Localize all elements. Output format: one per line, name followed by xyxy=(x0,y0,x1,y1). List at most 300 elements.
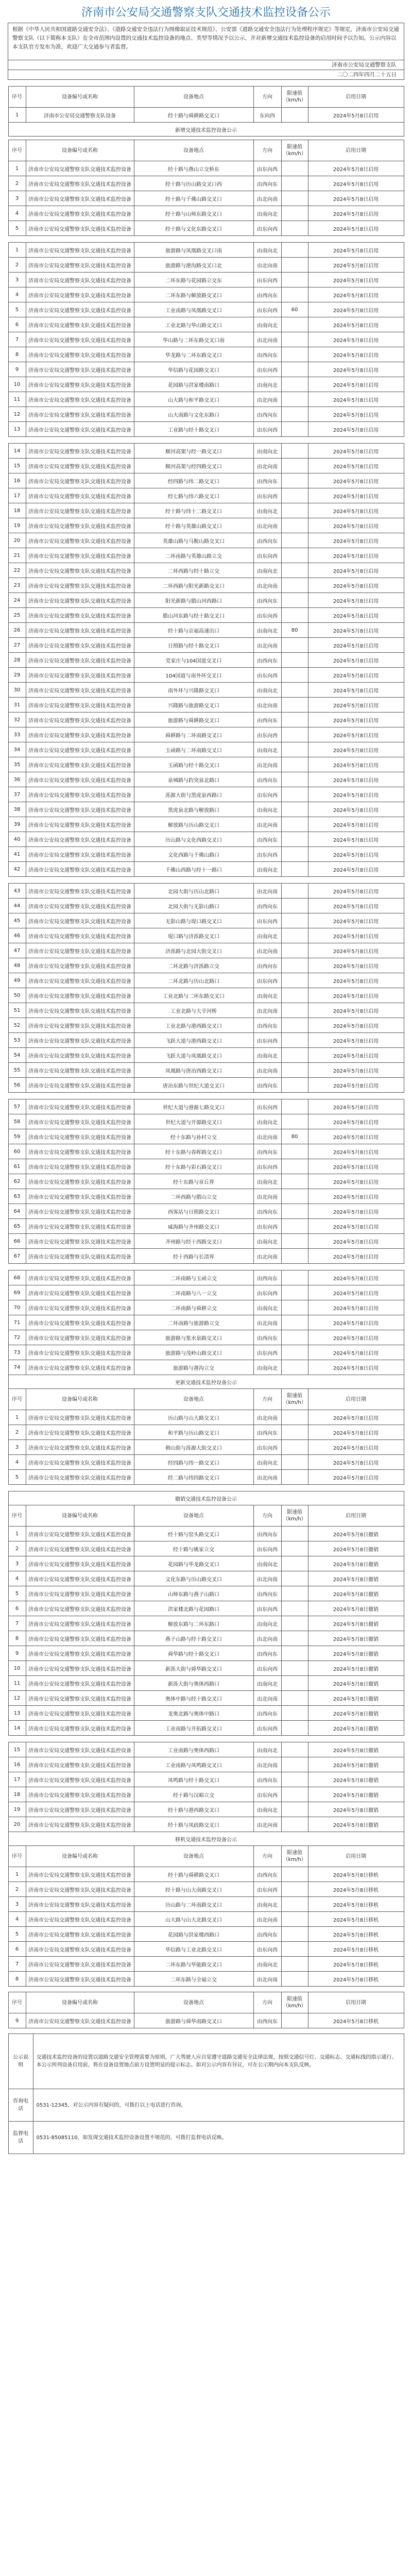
row-place: 千佛山西路与经十一路口 xyxy=(134,862,253,877)
section-title-relocate: 移机交通技术监控设备公示 xyxy=(8,1832,404,1846)
row-speed: 80 xyxy=(281,623,308,638)
intro-text: 根据《中华人民共和国道路交通安全法》、《道路交通安全违法行为图像取证技术规范》、公安部《道路交通安全违法行为处理程序规定》等规定，济南市公安局交通警察支队（以下简称本支队）在全市范围内设置的交通技术监控设备的地点、类型等情况予以公示，并对新增交通技术监控设备的启用时间予以告知。公示内容以本支队官方发布为准，欢迎广大交通参与者监督。 xyxy=(8,23,404,60)
row-date: 2024年5月8日启用 xyxy=(308,1018,404,1033)
row-direction: 由南向北 xyxy=(253,1802,281,1817)
table-row xyxy=(8,1912,404,1927)
row-place: 旅游路与港沟立交 xyxy=(134,1360,253,1375)
row-place: 奥体中路与经十路交叉口 xyxy=(134,1691,253,1706)
row-direction: 由南向北 xyxy=(253,317,281,332)
row-speed xyxy=(281,1189,308,1204)
spacer-cell xyxy=(8,437,404,444)
row-place: 二环西路与经十路立交 xyxy=(134,563,253,578)
table-row xyxy=(8,176,404,191)
row-no: 8 xyxy=(8,1631,26,1646)
row-device: 济南市公安局交通警察支队交通技术监控设备 xyxy=(26,1345,134,1360)
row-device: 济南市公安局交通警察支队交通技术监控设备 xyxy=(26,973,134,988)
col-header-place: 设备地点 xyxy=(134,1505,253,1527)
row-direction: 由南向北 xyxy=(253,1234,281,1249)
row-date: 2024年5月8日启用 xyxy=(308,533,404,548)
row-device: 济南市公安局交通警察支队交通技术监控设备 xyxy=(26,533,134,548)
row-speed xyxy=(281,377,308,392)
row-date: 2024年5月8日移机 xyxy=(308,1957,404,1972)
spacer-cell xyxy=(8,236,404,243)
table-row xyxy=(8,802,404,817)
col-header-speed: 限速值（km/h） xyxy=(281,1846,308,1867)
row-direction: 由东向西 xyxy=(253,221,281,236)
row-place: 经十路与山大南路交叉口 xyxy=(134,1882,253,1897)
row-no: 1 xyxy=(8,1410,26,1425)
table-row xyxy=(8,1556,404,1571)
footer-label-consult: 咨询电话 xyxy=(8,2089,33,2122)
row-device: 济南市公安局交通警察支队交通技术监控设备 xyxy=(26,1003,134,1018)
row-date: 2024年5月8日启用 xyxy=(308,1189,404,1204)
row-no: 2 xyxy=(8,1541,26,1556)
row-device: 济南市公安局交通警察支队交通技术监控设备 xyxy=(26,518,134,533)
row-speed xyxy=(281,1345,308,1360)
col-header-device: 设备编号或名称 xyxy=(26,1505,134,1527)
row-no: 13 xyxy=(8,1706,26,1721)
row-speed xyxy=(281,108,308,123)
row-direction: 由南向北 xyxy=(253,802,281,817)
table-row xyxy=(8,973,404,988)
row-device: 济南市公安局交通警察支队交通技术监控设备 xyxy=(26,1691,134,1706)
col-header-device: 设备编号或名称 xyxy=(26,1992,134,2013)
row-date: 2024年5月8日启用 xyxy=(308,1219,404,1234)
row-date: 2024年5月8日撤销 xyxy=(308,1721,404,1736)
row-date: 2024年5月8日撤销 xyxy=(308,1757,404,1772)
spacer-cell xyxy=(8,1264,404,1270)
row-speed xyxy=(281,1410,308,1425)
row-direction: 由西向东 xyxy=(253,653,281,668)
spacer-row xyxy=(8,80,404,87)
row-place: 凤凰路与唐冶西路交叉口 xyxy=(134,1063,253,1078)
table-row xyxy=(8,1219,404,1234)
table-row xyxy=(8,1249,404,1264)
row-speed xyxy=(281,1440,308,1455)
table-row xyxy=(8,1586,404,1601)
row-date: 2024年5月8日撤销 xyxy=(308,1817,404,1832)
row-direction: 由东向西 xyxy=(253,1219,281,1234)
row-speed xyxy=(281,802,308,817)
row-no: 4 xyxy=(8,1912,26,1927)
row-place: 经二路与纬四路交叉口 xyxy=(134,1470,253,1485)
row-no: 8 xyxy=(8,1972,26,1987)
col-header-direction: 方向 xyxy=(253,140,281,161)
row-place: 历山路与山大路交叉口 xyxy=(134,1410,253,1425)
row-direction: 由北向南 xyxy=(253,258,281,273)
row-no: 47 xyxy=(8,943,26,958)
row-direction: 由东向西 xyxy=(253,1345,281,1360)
row-no: 3 xyxy=(8,191,26,206)
table-row xyxy=(8,943,404,958)
row-device: 济南市公安局交通警察支队交通技术监控设备 xyxy=(26,1455,134,1470)
row-date: 2024年5月8日启用 xyxy=(308,757,404,772)
footer-consult-text: 0531-12345，对公示内容有疑问的，可拨打以上电话进行咨询。 xyxy=(33,2089,404,2122)
row-no: 58 xyxy=(8,1114,26,1129)
row-device: 济南市公安局交通警察支队交通技术监控设备 xyxy=(26,1219,134,1234)
row-date: 2024年5月8日启用 xyxy=(308,862,404,877)
row-no: 63 xyxy=(8,1189,26,1204)
row-no: 21 xyxy=(8,548,26,563)
table-row xyxy=(8,1757,404,1772)
row-no: 72 xyxy=(8,1330,26,1345)
row-date: 2024年5月8日撤销 xyxy=(308,1601,404,1616)
table-row xyxy=(8,1541,404,1556)
table-row xyxy=(8,1048,404,1063)
table-row xyxy=(8,563,404,578)
table-row xyxy=(8,847,404,862)
row-device: 济南市公安局交通警察支队交通技术监控设备 xyxy=(26,623,134,638)
row-date: 2024年5月8日启用 xyxy=(308,407,404,422)
row-device: 济南市公安局交通警察支队交通技术监控设备 xyxy=(26,273,134,287)
row-date: 2024年5月8日启用 xyxy=(308,1455,404,1470)
row-no: 35 xyxy=(8,757,26,772)
table-row xyxy=(8,317,404,332)
row-device: 济南市公安局交通警察支队交通技术监控设备 xyxy=(26,772,134,787)
row-date: 2024年5月8日启用 xyxy=(308,1345,404,1360)
row-place: 英雄山路与马鞍山路交叉口 xyxy=(134,533,253,548)
row-device: 济南市公安局交通警察支队交通技术监控设备 xyxy=(26,847,134,862)
row-place: 工业南路与开拓路交叉口 xyxy=(134,1721,253,1736)
row-place: 顺河高架与经四路交叉口 xyxy=(134,459,253,473)
row-place: 山师东路与燕子山路口 xyxy=(134,1586,253,1601)
row-no: 3 xyxy=(8,273,26,287)
row-device: 济南市公安局交通警察支队交通技术监控设备 xyxy=(26,1957,134,1972)
row-no: 37 xyxy=(8,787,26,802)
col-header-place: 设备地点 xyxy=(134,140,253,161)
row-date: 2024年5月8日启用 xyxy=(308,928,404,943)
row-device: 济南市公安局交通警察支队交通技术监控设备 xyxy=(26,1972,134,1987)
table-row xyxy=(8,608,404,623)
row-direction: 由西向东 xyxy=(253,473,281,488)
row-date: 2024年5月8日启用 xyxy=(308,347,404,362)
table-row xyxy=(8,1455,404,1470)
row-device: 济南市公安局交通警察支队交通技术监控设备 xyxy=(26,503,134,518)
row-direction: 由北向南 xyxy=(253,1410,281,1425)
row-device: 济南市公安局交通警察支队交通技术监控设备 xyxy=(26,1541,134,1556)
row-place: 二环南路与玉函立交 xyxy=(134,1270,253,1285)
row-direction: 由西向东 xyxy=(253,176,281,191)
row-date: 2024年5月8日启用 xyxy=(308,913,404,928)
row-date: 2024年5月8日启用 xyxy=(308,563,404,578)
table-row xyxy=(8,653,404,668)
table-row xyxy=(8,302,404,317)
row-date: 2024年5月8日启用 xyxy=(308,698,404,713)
row-device: 济南市公安局交通警察支队交通技术监控设备 xyxy=(26,593,134,608)
row-place: 旅游路与茂岭山路交叉口 xyxy=(134,1345,253,1360)
row-device: 济南市公安局交通警察支队交通技术监控设备 xyxy=(26,1033,134,1048)
row-direction: 由南向北 xyxy=(253,623,281,638)
table-header-row xyxy=(8,1992,404,2013)
row-speed: 80 xyxy=(281,1129,308,1144)
row-direction: 由东向西 xyxy=(253,161,281,176)
col-header-speed: 限速值（km/h） xyxy=(281,87,308,108)
table-row xyxy=(8,787,404,802)
row-date: 2024年5月8日启用 xyxy=(308,1300,404,1315)
row-device: 济南市公安局交通警察支队交通技术监控设备 xyxy=(26,787,134,802)
row-place: 旅游路与港沟路交叉口北 xyxy=(134,258,253,273)
row-device: 济南市公安局交通警察支队交通技术监控设备 xyxy=(26,683,134,698)
row-device: 济南市公安局交通警察支队交通技术监控设备 xyxy=(26,1571,134,1586)
table-row xyxy=(8,1189,404,1204)
table-header-row xyxy=(8,1389,404,1410)
row-no: 41 xyxy=(8,847,26,862)
section-title-row xyxy=(8,1832,404,1846)
row-speed xyxy=(281,1315,308,1330)
row-no: 73 xyxy=(8,1345,26,1360)
table-row xyxy=(8,1099,404,1114)
row-device: 济南市公安局交通警察支队交通技术监控设备 xyxy=(26,563,134,578)
row-direction: 由东向西 xyxy=(253,302,281,317)
page-title: 济南市公安局交通警察支队交通技术监控设备公示 xyxy=(81,6,331,19)
row-no: 1 xyxy=(8,1527,26,1541)
row-device: 济南市公安局交通警察支队设备 xyxy=(26,108,134,123)
table-row xyxy=(8,1601,404,1616)
row-date: 2024年5月8日启用 xyxy=(308,176,404,191)
row-speed xyxy=(281,503,308,518)
row-date: 2024年5月8日撤销 xyxy=(308,1586,404,1601)
row-speed xyxy=(281,1099,308,1114)
row-date: 2024年5月8日启用 xyxy=(308,1048,404,1063)
row-speed xyxy=(281,899,308,913)
row-date: 2024年5月8日启用 xyxy=(308,1159,404,1174)
row-speed xyxy=(281,206,308,221)
table-row xyxy=(8,473,404,488)
row-speed xyxy=(281,362,308,377)
row-no: 12 xyxy=(8,407,26,422)
row-no: 38 xyxy=(8,802,26,817)
row-direction: 由北向南 xyxy=(253,1631,281,1646)
row-date: 2024年5月8日撤销 xyxy=(308,1706,404,1721)
row-no: 20 xyxy=(8,1817,26,1832)
row-speed xyxy=(281,518,308,533)
row-device: 济南市公安局交通警察支队交通技术监控设备 xyxy=(26,243,134,258)
row-direction: 由东向西 xyxy=(253,1033,281,1048)
table-row xyxy=(8,362,404,377)
row-direction: 由西向东 xyxy=(253,347,281,362)
row-place: 洪家楼北路与花园路口 xyxy=(134,1601,253,1616)
row-no: 6 xyxy=(8,1942,26,1957)
row-place: 北园大街与无影山路口 xyxy=(134,899,253,913)
issue-date: 二〇二四年四月二十五日 xyxy=(337,72,397,78)
row-direction: 由东向西 xyxy=(253,1721,281,1736)
row-device: 济南市公安局交通警察支队交通技术监控设备 xyxy=(26,668,134,683)
row-no: 12 xyxy=(8,1691,26,1706)
row-direction: 由西向东 xyxy=(253,713,281,727)
table-row xyxy=(8,1661,404,1676)
row-device: 济南市公安局交通警察支队交通技术监控设备 xyxy=(26,1204,134,1219)
row-direction: 由西向东 xyxy=(253,287,281,302)
row-place: 华信路与花园路交叉口 xyxy=(134,362,253,377)
row-direction: 由南向北 xyxy=(253,563,281,578)
row-place: 党家庄与104国道交叉口 xyxy=(134,653,253,668)
row-place: 二环南路与旅游路立交 xyxy=(134,1315,253,1330)
row-speed xyxy=(281,988,308,1003)
row-no: 1 xyxy=(8,108,26,123)
row-speed xyxy=(281,742,308,757)
row-no: 68 xyxy=(8,1270,26,1285)
row-place: 经十路与汉峪立交 xyxy=(134,1787,253,1802)
row-device: 济南市公安局交通警察支队交通技术监控设备 xyxy=(26,1867,134,1882)
row-speed xyxy=(281,221,308,236)
row-no: 57 xyxy=(8,1099,26,1114)
row-direction: 由北向南 xyxy=(253,943,281,958)
row-device: 济南市公安局交通警察支队交通技术监控设备 xyxy=(26,1470,134,1485)
row-no: 7 xyxy=(8,1957,26,1972)
row-date: 2024年5月8日启用 xyxy=(308,1234,404,1249)
row-device: 济南市公安局交通警察支队交通技术监控设备 xyxy=(26,1646,134,1661)
table-row xyxy=(8,347,404,362)
row-date: 2024年5月8日移机 xyxy=(308,1897,404,1912)
row-speed xyxy=(281,1927,308,1942)
row-device: 济南市公安局交通警察支队交通技术监控设备 xyxy=(26,727,134,742)
row-direction: 由东向西 xyxy=(253,1787,281,1802)
row-device: 济南市公安局交通警察支队交通技术监控设备 xyxy=(26,377,134,392)
row-speed xyxy=(281,1425,308,1440)
row-device: 济南市公安局交通警察支队交通技术监控设备 xyxy=(26,1440,134,1455)
table-header-row xyxy=(8,140,404,161)
row-speed xyxy=(281,772,308,787)
table-row xyxy=(8,1300,404,1315)
row-direction: 由东向西 xyxy=(253,1285,281,1300)
row-place: 北园大街与历山北路口 xyxy=(134,884,253,899)
row-direction: 由北向南 xyxy=(253,1972,281,1987)
row-no: 70 xyxy=(8,1300,26,1315)
table-row xyxy=(8,1063,404,1078)
spacer-row xyxy=(8,877,404,884)
row-place: 二环北路与济泺路立交 xyxy=(134,958,253,973)
row-place: 经十路与燕山立交桥东 xyxy=(134,161,253,176)
row-date: 2024年5月8日启用 xyxy=(308,988,404,1003)
col-header-place: 设备地点 xyxy=(134,1846,253,1867)
row-place: 经十路与港西路交叉口 xyxy=(134,1802,253,1817)
row-place: 二环南路与八一立交 xyxy=(134,1285,253,1300)
row-speed xyxy=(281,473,308,488)
row-date: 2024年5月8日撤销 xyxy=(308,1527,404,1541)
col-header-no: 序号 xyxy=(8,1992,26,2013)
row-date: 2024年5月8日撤销 xyxy=(308,1646,404,1661)
row-speed xyxy=(281,638,308,653)
row-speed xyxy=(281,332,308,347)
row-place: 济泺路与北园大街交叉口 xyxy=(134,943,253,958)
row-date: 2024年5月8日启用 xyxy=(308,1425,404,1440)
row-device: 济南市公安局交通警察支队交通技术监控设备 xyxy=(26,1270,134,1285)
row-device: 济南市公安局交通警察支队交通技术监控设备 xyxy=(26,1315,134,1330)
row-speed xyxy=(281,1204,308,1219)
row-device: 济南市公安局交通警察支队交通技术监控设备 xyxy=(26,473,134,488)
row-no: 16 xyxy=(8,1757,26,1772)
row-speed xyxy=(281,317,308,332)
row-place: 花园路与洪家楼南路口 xyxy=(134,377,253,392)
row-no: 7 xyxy=(8,332,26,347)
row-place: 世纪大道与港源七路交叉口 xyxy=(134,1099,253,1114)
table-row xyxy=(8,1787,404,1802)
row-device: 济南市公安局交通警察支队交通技术监控设备 xyxy=(26,884,134,899)
row-direction: 由北向南 xyxy=(253,578,281,593)
row-direction: 由南向北 xyxy=(253,1556,281,1571)
col-header-direction: 方向 xyxy=(253,1846,281,1867)
spacer-row xyxy=(8,137,404,140)
table-row xyxy=(8,459,404,473)
row-device: 济南市公安局交通警察支队交通技术监控设备 xyxy=(26,653,134,668)
table-row xyxy=(8,287,404,302)
row-speed xyxy=(281,1018,308,1033)
row-direction: 由西向东 xyxy=(253,1018,281,1033)
row-no: 7 xyxy=(8,1616,26,1631)
col-header-no: 序号 xyxy=(8,1505,26,1527)
row-no: 45 xyxy=(8,913,26,928)
table-row xyxy=(8,1425,404,1440)
row-direction: 由北向南 xyxy=(253,1189,281,1204)
table-row xyxy=(8,1410,404,1425)
row-no: 60 xyxy=(8,1144,26,1159)
row-date: 2024年5月8日启用 xyxy=(308,287,404,302)
row-speed xyxy=(281,1691,308,1706)
row-speed xyxy=(281,608,308,623)
row-direction: 由北向南 xyxy=(253,1315,281,1330)
row-place: 工业北路与二环东路交叉口 xyxy=(134,988,253,1003)
row-date: 2024年5月8日启用 xyxy=(308,1078,404,1093)
row-speed xyxy=(281,1972,308,1987)
row-speed xyxy=(281,1114,308,1129)
row-date: 2024年5月8日启用 xyxy=(308,578,404,593)
row-device: 济南市公安局交通警察支队交通技术监控设备 xyxy=(26,1897,134,1912)
row-date: 2024年5月8日启用 xyxy=(308,847,404,862)
table-row xyxy=(8,1174,404,1189)
row-speed xyxy=(281,757,308,772)
row-direction: 由东向西 xyxy=(253,1601,281,1616)
row-device: 济南市公安局交通警察支队交通技术监控设备 xyxy=(26,1757,134,1772)
row-speed xyxy=(281,488,308,503)
row-place: 黑虎泉北路与解放路口 xyxy=(134,802,253,817)
row-speed xyxy=(281,1330,308,1345)
row-place: 旅游路与浆水泉路交叉口 xyxy=(134,1330,253,1345)
row-place: 二环东路与全福立交 xyxy=(134,1972,253,1987)
row-no: 67 xyxy=(8,1249,26,1264)
row-device: 济南市公安局交通警察支队交通技术监控设备 xyxy=(26,862,134,877)
row-direction: 由西向东 xyxy=(253,1646,281,1661)
row-direction: 由西向东 xyxy=(253,772,281,787)
row-place: 威海路与齐州路交叉口 xyxy=(134,1219,253,1234)
row-date: 2024年5月8日启用 xyxy=(308,638,404,653)
row-date: 2024年5月8日启用 xyxy=(308,459,404,473)
row-device: 济南市公安局交通警察支队交通技术监控设备 xyxy=(26,191,134,206)
row-no: 18 xyxy=(8,503,26,518)
spacer-cell xyxy=(8,1736,404,1742)
spacer-row xyxy=(8,1264,404,1270)
row-speed xyxy=(281,1957,308,1972)
row-place: 华龙路与二环东路交叉口 xyxy=(134,347,253,362)
row-direction: 由南向北 xyxy=(253,1897,281,1912)
table-row xyxy=(8,884,404,899)
row-speed xyxy=(281,273,308,287)
row-place: 解放路与历山路交叉口 xyxy=(134,817,253,832)
row-place: 经十路与京福高速出口 xyxy=(134,623,253,638)
row-speed xyxy=(281,1897,308,1912)
row-device: 济南市公安局交通警察支队交通技术监控设备 xyxy=(26,302,134,317)
spacer-cell xyxy=(8,877,404,884)
row-date: 2024年5月8日启用 xyxy=(308,191,404,206)
row-speed xyxy=(281,2013,308,2028)
row-device: 济南市公安局交通警察支队交通技术监控设备 xyxy=(26,1249,134,1264)
row-device: 济南市公安局交通警察支队交通技术监控设备 xyxy=(26,713,134,727)
row-speed xyxy=(281,1676,308,1691)
col-header-place: 设备地点 xyxy=(134,87,253,108)
row-no: 50 xyxy=(8,988,26,1003)
row-direction: 由东向西 xyxy=(253,1541,281,1556)
row-device: 济南市公安局交通警察支队交通技术监控设备 xyxy=(26,698,134,713)
row-date: 2024年5月8日启用 xyxy=(308,317,404,332)
